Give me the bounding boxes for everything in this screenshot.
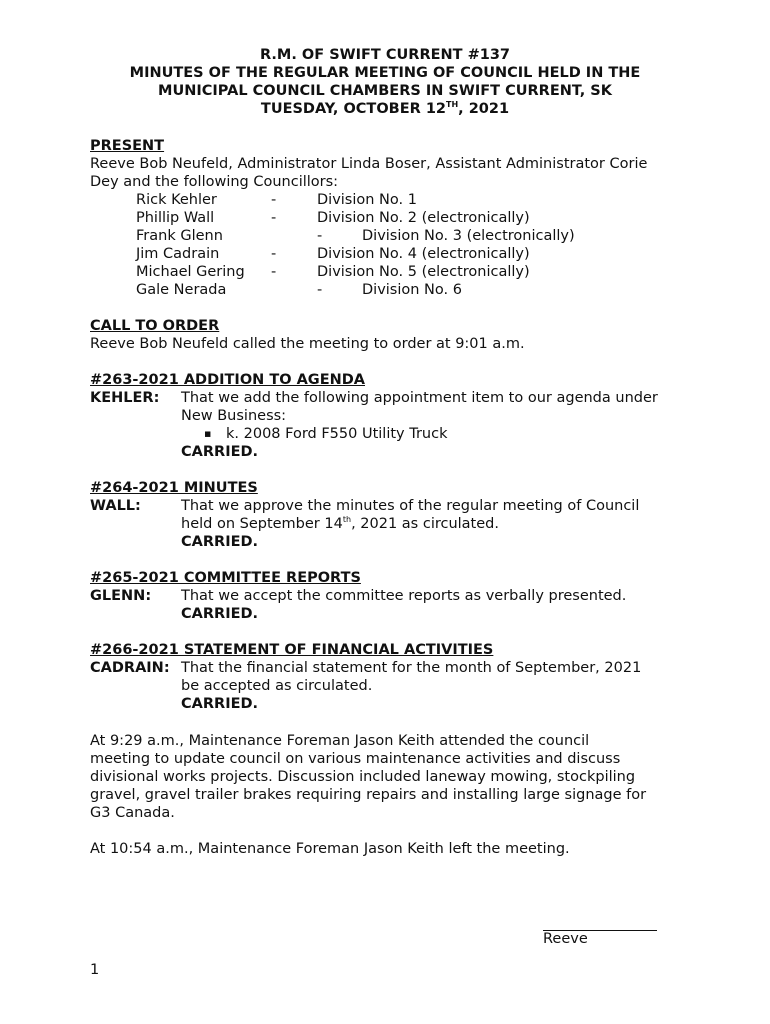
councillor-dash: - xyxy=(317,282,323,298)
councillor-division: Division No. 5 (electronically) xyxy=(317,264,530,280)
councillor-division: Division No. 3 (electronically) xyxy=(362,228,575,244)
motion-mover: KEHLER: xyxy=(90,390,160,406)
document-header xyxy=(0,46,770,118)
motion-text: That we approve the minutes of the regular meeting of Council xyxy=(181,498,640,514)
motion-text: New Business: xyxy=(181,408,287,424)
motion-text: That we add the following appointment item to our agenda under xyxy=(181,390,658,406)
motion-text: That we accept the committee reports as verbally presented. xyxy=(181,588,627,604)
councillor-name: Michael Gering xyxy=(136,264,245,280)
motion-mover: WALL: xyxy=(90,498,141,514)
motion-mover: CADRAIN: xyxy=(90,660,170,676)
paragraph-line: meeting to update council on various maintenance activities and discuss xyxy=(90,751,621,767)
header-line-3: MUNICIPAL COUNCIL CHAMBERS IN SWIFT CURRENT, SK xyxy=(158,83,612,99)
councillor-dash: - xyxy=(271,246,277,262)
councillor-division: Division No. 4 (electronically) xyxy=(317,246,530,262)
paragraph-line: gravel, gravel trailer brakes requiring repairs and installing large signage for xyxy=(90,787,647,803)
motion-heading: #266-2021 STATEMENT OF FINANCIAL ACTIVITIES xyxy=(90,642,494,658)
header-line-4: TUESDAY, OCTOBER 12TH, 2021 xyxy=(260,100,510,117)
councillor-name: Frank Glenn xyxy=(136,228,223,244)
paragraph-line: At 9:29 a.m., Maintenance Foreman Jason Keith attended the council xyxy=(90,733,590,749)
paragraph-line: divisional works projects. Discussion included laneway mowing, stockpiling xyxy=(90,769,636,785)
present-heading: PRESENT xyxy=(90,138,165,154)
councillor-division: Division No. 2 (electronically) xyxy=(317,210,530,226)
councillor-division: Division No. 1 xyxy=(317,192,417,208)
signature-label: Reeve xyxy=(543,931,588,947)
motion-mover: GLENN: xyxy=(90,588,152,604)
motion-text: held on September 14th, 2021 as circulated. xyxy=(181,515,499,532)
motion-result: CARRIED. xyxy=(181,534,259,550)
councillor-dash: - xyxy=(271,210,277,226)
councillor-division: Division No. 6 xyxy=(362,282,462,298)
header-line-1: R.M. OF SWIFT CURRENT #137 xyxy=(259,47,511,63)
call-to-order-heading: CALL TO ORDER xyxy=(90,318,220,334)
motion-bullet-item: k. 2008 Ford F550 Utility Truck xyxy=(226,426,448,442)
motion-result: CARRIED. xyxy=(181,696,259,712)
motion-heading: #263-2021 ADDITION TO AGENDA xyxy=(90,372,366,388)
motion-heading: #265-2021 COMMITTEE REPORTS xyxy=(90,570,361,586)
councillor-name: Gale Nerada xyxy=(136,282,227,298)
motion-heading: #264-2021 MINUTES xyxy=(90,480,258,496)
motion-text: be accepted as circulated. xyxy=(181,678,373,694)
bullet-icon: ▪ xyxy=(204,427,212,440)
call-to-order-text: Reeve Bob Neufeld called the meeting to order at 9:01 a.m. xyxy=(90,336,525,352)
motion-text: That the financial statement for the month of September, 2021 xyxy=(181,660,642,676)
councillor-name: Jim Cadrain xyxy=(136,246,220,262)
councillor-name: Phillip Wall xyxy=(136,210,215,226)
present-text-1: Reeve Bob Neufeld, Administrator Linda Boser, Assistant Administrator Corie xyxy=(90,156,648,172)
councillor-dash: - xyxy=(271,264,277,280)
departure-paragraph: At 10:54 a.m., Maintenance Foreman Jason Keith left the meeting. xyxy=(90,841,570,857)
motion-result: CARRIED. xyxy=(181,444,259,460)
councillor-dash: - xyxy=(271,192,277,208)
present-text-2: Dey and the following Councillors: xyxy=(90,174,339,190)
councillor-name: Rick Kehler xyxy=(136,192,217,208)
councillor-dash: - xyxy=(317,228,323,244)
motion-result: CARRIED. xyxy=(181,606,259,622)
header-line-2: MINUTES OF THE REGULAR MEETING OF COUNCIL HELD IN THE xyxy=(129,65,641,81)
paragraph-line: G3 Canada. xyxy=(90,805,175,821)
page-number: 1 xyxy=(90,962,100,978)
